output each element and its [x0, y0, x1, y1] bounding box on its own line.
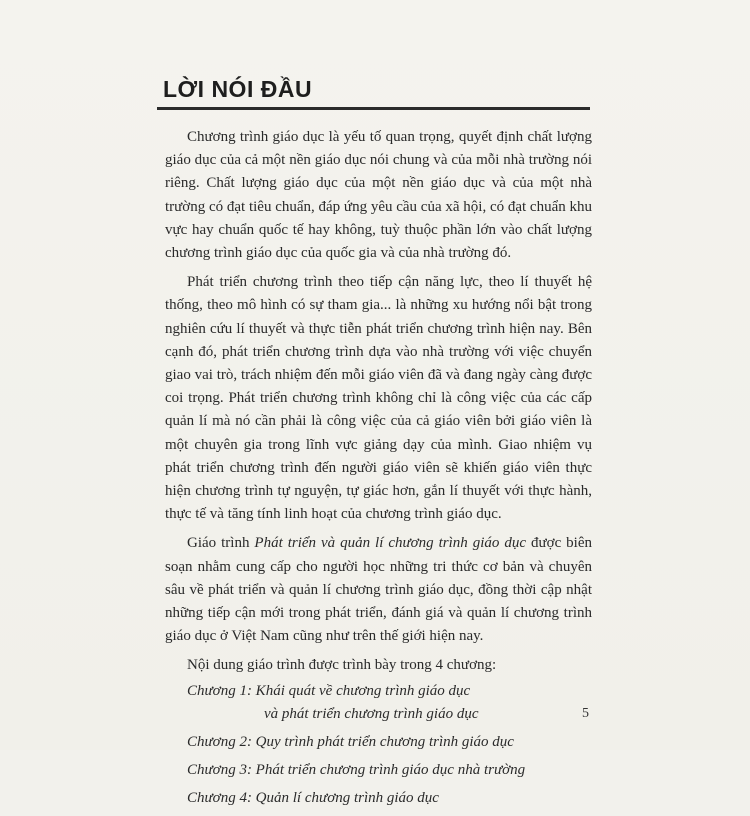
book-title: Phát triển và quản lí chương trình giáo dục [254, 535, 527, 552]
chapter-1-line1: Chương 1: Khái quát về chương trình giáo dục [187, 682, 471, 699]
page-number: 5 [582, 706, 589, 721]
chapter-3-line1: Chương 3: Phát triển chương trình giáo dục nhà trường [187, 762, 526, 779]
paragraph-3 [165, 532, 592, 648]
chapter-2-line1: Chương 2: Quy trình phát triển chương trình giáo dục [187, 734, 514, 751]
chapter-1-line2: và phát triển chương trình giáo dục [264, 705, 479, 722]
chapter-item [165, 787, 592, 810]
chapter-item [165, 759, 592, 782]
paragraph-3-before: Giáo trình [187, 535, 255, 552]
heading-block [157, 75, 590, 110]
paragraph-4: Nội dung giáo trình được trình bày trong 4 chương: [187, 657, 497, 674]
paragraph-1: Chương trình giáo dục là yếu tố quan trọng, quyết định chất lượng giáo dục của cả một nền giáo dục nói chung và của mỗi nhà trường nói riêng. Chất lượng giáo dục của một nền giáo dục và của một nhà trường có đạt tiêu chuẩn, đáp ứng yêu cầu của xã hội, có đạt chuẩn khu vực hay chuẩn quốc tế hay không, tuỳ thuộc phần lớn vào chất lượng chương trình giáo dục của quốc gia và của nhà trường đó. [165, 129, 592, 262]
chapter-item [165, 680, 592, 726]
page-title: LỜI NÓI ĐẦU [163, 76, 313, 102]
chapter-4-line1: Chương 4: Quản lí chương trình giáo dục [187, 790, 439, 807]
body-text [165, 126, 592, 816]
paragraph-3-after: được biên soạn nhằm cung cấp cho người học những tri thức cơ bản và chuyên sâu về phát triển và quản lí chương trình giáo dục, đồng thời cập nhật những tiếp cận mới trong phát triển, đánh giá và quản lí chương trình giáo dục ở Việt Nam cũng như trên thế giới hiện nay. [165, 535, 593, 645]
heading-underline [157, 107, 590, 110]
chapter-list [165, 680, 592, 811]
chapter-item [165, 731, 592, 754]
paragraph-2: Phát triển chương trình theo tiếp cận năng lực, theo lí thuyết hệ thống, theo mô hình có sự tham gia... là những xu hướng nổi bật trong nghiên cứu lí thuyết và thực tiễn phát triển chương trình hiện nay. Bên cạnh đó, phát triển chương trình dựa vào nhà trường với việc chuyển giao vai trò, trách nhiệm đến mỗi giáo viên đã và đang ngày càng được coi trọng. Phát triển chương trình không chỉ là công việc của các cấp quản lí mà nó cần phải là công việc của cả giáo viên bởi giáo viên là một chuyên gia trong lĩnh vực giảng dạy của mình. Giao nhiệm vụ phát triển chương trình đến người giáo viên sẽ khiến giáo viên thực hiện chương trình tự nguyện, tự giác hơn, gắn lí thuyết với thực hành, thực tế và tăng tính linh hoạt của chương trình giáo dục. [165, 274, 592, 523]
